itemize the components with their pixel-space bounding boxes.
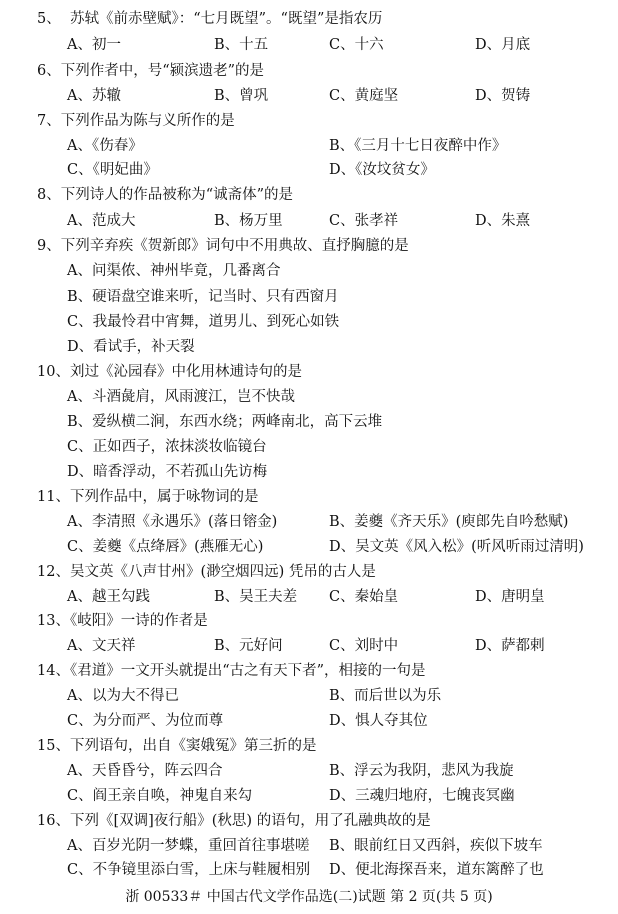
option-b: B、杨万里 xyxy=(214,213,283,229)
option-a: A、苏辙 xyxy=(67,88,121,104)
option-b: B、爱纵横二涧，东西水绕；两峰南北，高下云堆 xyxy=(67,414,383,430)
option-a: A、越王勾践 xyxy=(67,589,150,605)
option-c: C、阎王亲自唤，神鬼自来勾 xyxy=(67,788,253,804)
option-a: A、李清照《永遇乐》(落日镕金) xyxy=(67,514,278,530)
option-a: A、范成大 xyxy=(67,213,136,229)
question-9-stem: 9、下列辛弃疾《贺新郎》词句中不用典故、直抒胸臆的是 xyxy=(37,238,409,254)
page-footer: 浙 00533＃ 中国古代文学作品选(二)试题 第 2 页(共 5 页) xyxy=(125,889,493,905)
option-c: C、我最怜君中宵舞，道男儿、到死心如铁 xyxy=(67,314,340,330)
option-d: D、吴文英《风入松》(听风听雨过清明) xyxy=(329,539,584,555)
option-a: A、问渠侬、神州毕竟，几番离合 xyxy=(67,263,281,279)
option-d: D、朱熹 xyxy=(475,213,531,229)
option-d: D、萨都剌 xyxy=(475,638,545,654)
option-d: D、便北海探吾来，道东篱醉了也 xyxy=(329,862,544,878)
option-b: B、眼前红日又西斜，疾似下坡车 xyxy=(329,838,543,854)
option-b: B、元好问 xyxy=(214,638,283,654)
option-c: C、张孝祥 xyxy=(329,213,399,229)
option-b: B、《三月十七日夜醉中作》 xyxy=(329,138,507,154)
question-6-stem: 6、下列作者中，号“颍滨遗老”的是 xyxy=(37,63,265,79)
option-d: D、《汝坟贫女》 xyxy=(329,162,435,178)
option-c: C、黄庭坚 xyxy=(329,88,399,104)
question-14-stem: 14、《君道》一文开头就提出“古之有天下者”，相接的一句是 xyxy=(37,663,426,679)
option-d: D、看试手，补天裂 xyxy=(67,339,195,355)
option-d: D、暗香浮动，不若孤山先访梅 xyxy=(67,464,268,480)
option-c: C、《明妃曲》 xyxy=(67,162,158,178)
option-b: B、浮云为我阴，悲风为我旋 xyxy=(329,763,514,779)
option-c: C、正如西子，浓抹淡妆临镜台 xyxy=(67,439,267,455)
question-8-stem: 8、下列诗人的作品被称为“诚斋体”的是 xyxy=(37,187,294,203)
option-c: C、刘时中 xyxy=(329,638,399,654)
option-b: B、硬语盘空谁来听，记当时、只有西窗月 xyxy=(67,289,339,305)
question-16-stem: 16、下列《[双调]夜行船》(秋思) 的语句，用了孔融典故的是 xyxy=(37,813,431,829)
option-a: A、以为大不得已 xyxy=(67,688,179,704)
question-5-stem: 5、 苏轼《前赤壁赋》：“七月既望”。“既望”是指农历 xyxy=(37,11,383,27)
option-a: A、斗酒彘肩，风雨渡江，岂不快哉 xyxy=(67,389,295,405)
question-13-stem: 13、《岐阳》一诗的作者是 xyxy=(37,613,208,629)
option-a: A、《伤春》 xyxy=(67,138,143,154)
option-a: A、百岁光阴一梦蝶，重回首往事堪嗟 xyxy=(67,838,310,854)
option-b: B、姜夔《齐天乐》(庾郎先自吟愁赋) xyxy=(329,514,569,530)
option-a: A、初一 xyxy=(67,37,121,53)
question-12-stem: 12、吴文英《八声甘州》(渺空烟四远) 凭吊的古人是 xyxy=(37,564,376,580)
option-d: D、贺铸 xyxy=(475,88,531,104)
option-b: B、吴王夫差 xyxy=(214,589,298,605)
option-b: B、而后世以为乐 xyxy=(329,688,442,704)
option-a: A、天昏昏兮，阵云四合 xyxy=(67,763,223,779)
option-d: D、月底 xyxy=(475,37,531,53)
option-b: B、十五 xyxy=(214,37,269,53)
option-d: D、惧人夺其位 xyxy=(329,713,428,729)
option-c: C、为分而严、为位而尊 xyxy=(67,713,224,729)
option-c: C、十六 xyxy=(329,37,384,53)
option-d: D、唐明皇 xyxy=(475,589,545,605)
option-d: D、三魂归地府，七魄丧冥幽 xyxy=(329,788,515,804)
option-c: C、秦始皇 xyxy=(329,589,399,605)
question-10-stem: 10、刘过《沁园春》中化用林逋诗句的是 xyxy=(37,364,302,380)
option-a: A、文天祥 xyxy=(67,638,136,654)
question-7-stem: 7、下列作品为陈与义所作的是 xyxy=(37,113,235,129)
question-15-stem: 15、下列语句，出自《窦娥冤》第三折的是 xyxy=(37,738,317,754)
option-c: C、姜夔《点绛唇》(燕雁无心) xyxy=(67,539,264,555)
option-c: C、不争镜里添白雪，上床与鞋履相别 xyxy=(67,862,311,878)
question-11-stem: 11、下列作品中，属于咏物词的是 xyxy=(37,489,259,505)
option-b: B、曾巩 xyxy=(214,88,269,104)
